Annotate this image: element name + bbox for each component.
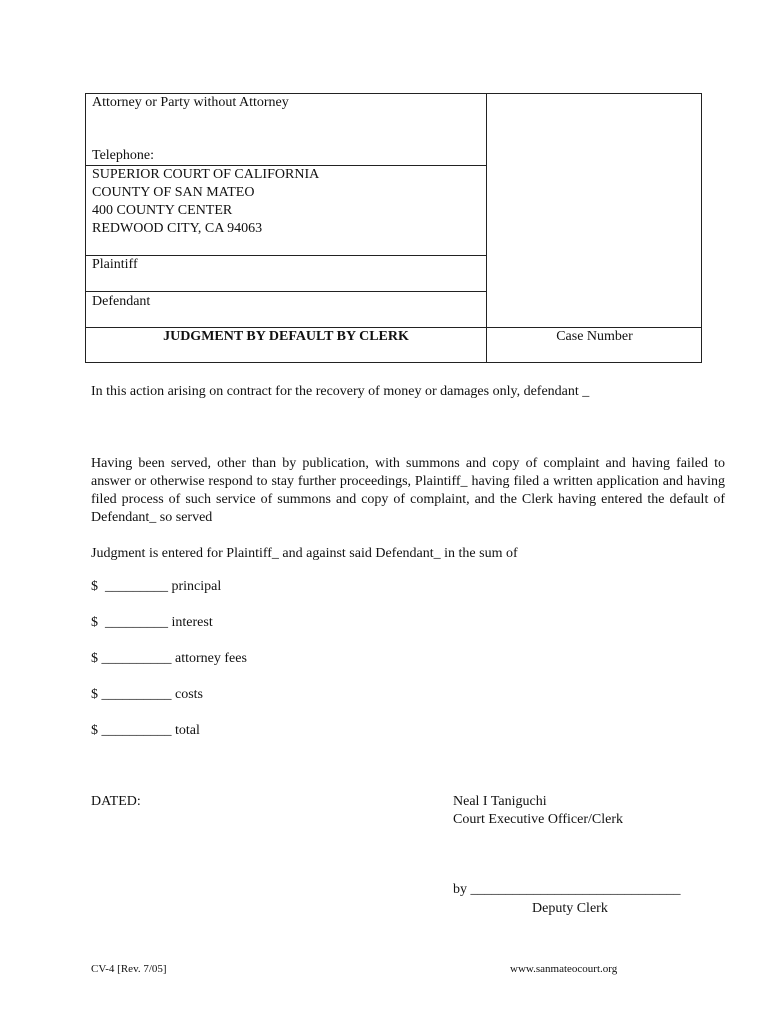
court-line: COUNTY OF SAN MATEO <box>92 185 255 200</box>
caption-rule <box>85 255 487 256</box>
amount-costs: $ __________ costs <box>91 687 203 702</box>
form-title: JUDGMENT BY DEFAULT BY CLERK <box>163 329 409 344</box>
amount-total: $ __________ total <box>91 723 200 738</box>
dated-label: DATED: <box>91 794 141 809</box>
deputy-clerk-label: Deputy Clerk <box>532 901 608 916</box>
defendant-label: Defendant <box>92 294 151 309</box>
contract-paragraph: In this action arising on contract for the recovery of money or damages only, defendant _ <box>91 384 590 399</box>
clerk-title: Court Executive Officer/Clerk <box>453 812 624 827</box>
caption-divider <box>486 93 487 363</box>
court-line: SUPERIOR COURT OF CALIFORNIA <box>92 167 320 182</box>
case-number-label: Case Number <box>556 329 633 344</box>
clerk-name: Neal I Taniguchi <box>453 794 547 809</box>
form-code: CV-4 [Rev. 7/05] <box>91 963 167 975</box>
judgment-paragraph: Judgment is entered for Plaintiff_ and against said Defendant_ in the sum of <box>91 546 518 561</box>
signature-line: by ______________________________ <box>453 882 681 897</box>
service-paragraph: Having been served, other than by publication, with summons and copy of complaint and having failed to answer or otherwise respond to stay further proceedings, Plaintiff_ having filed a written application and having filed process of such service of summons and copy of complaint, and the Clerk having entered the default of Defendant_ so served <box>91 456 725 525</box>
telephone-label: Telephone: <box>92 148 154 163</box>
court-line: 400 COUNTY CENTER <box>92 203 233 218</box>
caption-rule <box>85 327 702 328</box>
amount-principal: $ _________ principal <box>91 579 222 594</box>
court-line: REDWOOD CITY, CA 94063 <box>92 221 263 236</box>
plaintiff-label: Plaintiff <box>92 257 138 272</box>
caption-rule <box>85 291 487 292</box>
website: www.sanmateocourt.org <box>510 963 618 975</box>
attorney-label: Attorney or Party without Attorney <box>92 95 289 110</box>
amount-interest: $ _________ interest <box>91 615 213 630</box>
amount-attorney-fees: $ __________ attorney fees <box>91 651 247 666</box>
